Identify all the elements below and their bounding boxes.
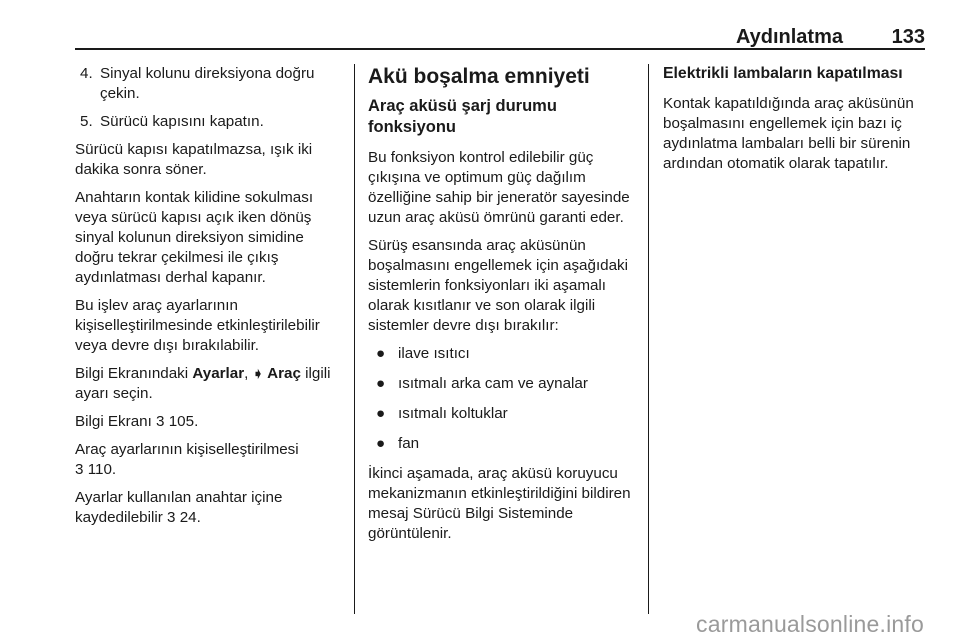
watermark: carmanualsonline.info [696, 611, 924, 637]
cross-reference[interactable] [75, 440, 343, 480]
reference-page: 24. [179, 509, 201, 526]
page-number: 133 [891, 26, 925, 48]
paragraph: Sürücü kapısı kapatılmazsa, ışık iki dakika sonra söner. [75, 141, 313, 178]
paragraph: İkinci aşamada, araç aküsü koruyucu mekanizmanın etkinleştirildiğini bildiren mesaj Sürücü Bilgi Sisteminde görüntülenir. [368, 465, 631, 542]
bullet-icon: ● [376, 435, 386, 452]
steps-list [75, 64, 343, 132]
paragraph: Sürüş esansında araç aküsünün boşalmasını engellemek için aşağıdaki sistemlerin fonksiyonları iki aşamalı olarak kısıtlanır ve son olarak ilgili sistemler devre dışı bırakılır: [368, 237, 629, 334]
list-item [75, 112, 343, 132]
reference-page: 110. [87, 461, 117, 478]
text-span: Bilgi Ekranındaki [75, 365, 193, 382]
column-3 [663, 64, 925, 182]
reference-arrow-icon: 3 [167, 509, 176, 526]
bullet-text: ilave ısıtıcı [398, 345, 470, 362]
column-1 [75, 64, 343, 536]
section-heading: Elektrikli lambaların kapatılması [663, 65, 903, 82]
cross-reference[interactable] [75, 488, 343, 528]
paragraph [75, 364, 343, 404]
section-heading: Akü boşalma emniyeti [368, 65, 590, 88]
bullet-icon: ● [376, 375, 386, 392]
bullet-text: fan [398, 435, 420, 452]
reference-text: Araç ayarlarının kişiselleştirilmesi [75, 441, 299, 458]
reference-arrow-icon: 3 [156, 413, 165, 430]
subsection-heading: Araç aküsü şarj durumu fonksiyonu [368, 97, 557, 136]
reference-page: 105. [168, 413, 199, 430]
step-number: 4. [80, 65, 93, 82]
section-title: Aydınlatma [735, 26, 843, 48]
reference-text: Bilgi Ekranı [75, 413, 157, 430]
text-span: ilgili ayarı seçin. [75, 365, 331, 402]
paragraph: Anahtarın kontak kilidine sokulması veya sürücü kapısı açık iken dönüş sinyal kolunun direksiyon simidine doğru tekrar çekilmesi ile çıkış aydınlatması derhal kapanır. [75, 189, 314, 286]
step-number: 5. [80, 113, 93, 130]
bullet-list [368, 344, 636, 454]
text-span: , [244, 365, 253, 382]
list-item [75, 64, 343, 104]
menu-name: Ayarlar [192, 365, 245, 382]
bullet-text: ısıtmalı arka cam ve aynalar [398, 375, 588, 392]
list-item [368, 344, 636, 364]
column-divider [648, 64, 649, 614]
page-header [75, 24, 925, 50]
step-text: Sürücü kapısını kapatın. [100, 113, 264, 130]
bullet-icon: ● [376, 405, 386, 422]
bullet-icon: ● [376, 345, 386, 362]
reference-text: Ayarlar kullanılan anahtar içine kaydedilebilir [75, 489, 283, 526]
arrow-icon: ➧ [252, 366, 264, 381]
paragraph: Bu işlev araç ayarlarının kişiselleştirilmesinde etkinleştirilebilir veya devre dışı bırakılabilir. [75, 297, 320, 354]
column-2 [368, 64, 636, 552]
menu-name: Araç [263, 365, 301, 382]
list-item [368, 374, 636, 394]
paragraph: Bu fonksiyon kontrol edilebilir güç çıkışına ve optimum güç dağılım özelliğine sahip bir jeneratör sayesinde uzun araç aküsü ömrünü garanti eder. [368, 149, 630, 226]
list-item [368, 404, 636, 424]
cross-reference[interactable] [75, 412, 343, 432]
bullet-text: ısıtmalı koltuklar [398, 405, 508, 422]
paragraph: Kontak kapatıldığında araç aküsünün boşalmasını engellemek için bazı iç aydınlatma lambaları belli bir sürenin ardından otomatik olarak tapatılır. [663, 95, 914, 172]
list-item [368, 434, 636, 454]
column-divider [354, 64, 355, 614]
reference-arrow-icon: 3 [75, 461, 84, 478]
step-text: Sinyal kolunu direksiyona doğru çekin. [100, 65, 315, 102]
